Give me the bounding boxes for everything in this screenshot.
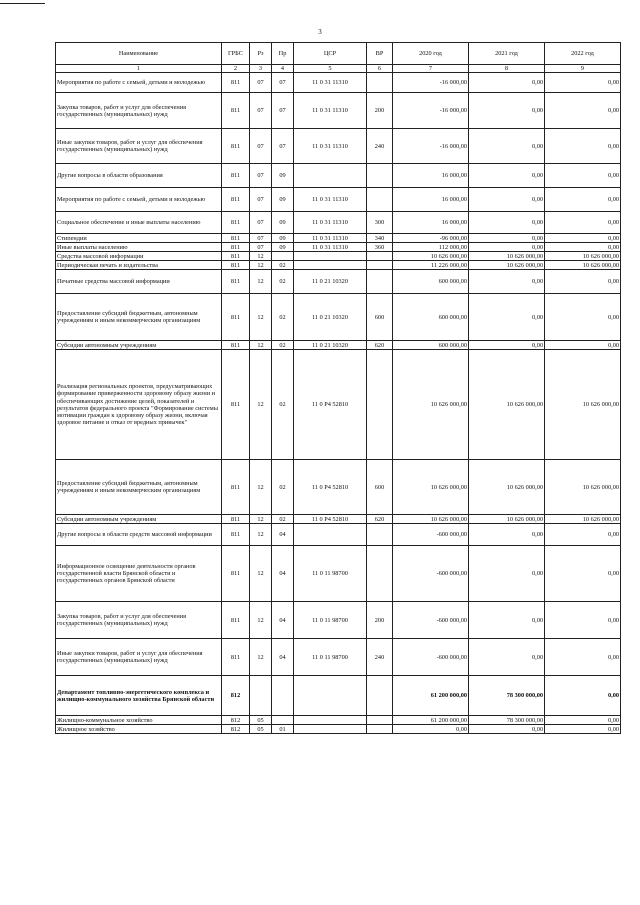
row-pr: 02 bbox=[272, 515, 294, 524]
col-number: 1 bbox=[56, 65, 222, 73]
table-row bbox=[56, 350, 621, 460]
row-amount-2021: 0,00 bbox=[469, 639, 545, 676]
row-pr: 09 bbox=[272, 212, 294, 234]
row-amount-2020: 10 626 000,00 bbox=[393, 252, 469, 261]
col-header-2022: 2022 год bbox=[545, 43, 621, 65]
row-amount-2020: -600 000,00 bbox=[393, 602, 469, 639]
row-amount-2021: 0,00 bbox=[469, 546, 545, 602]
row-rz: 12 bbox=[250, 515, 272, 524]
row-amount-2020: 600 000,00 bbox=[393, 341, 469, 350]
row-csr: 11 0 31 11310 bbox=[294, 93, 367, 129]
row-rz: 05 bbox=[250, 716, 272, 725]
row-grbs: 812 bbox=[222, 676, 250, 716]
row-csr bbox=[294, 252, 367, 261]
row-grbs: 812 bbox=[222, 725, 250, 734]
col-number: 9 bbox=[545, 65, 621, 73]
row-amount-2021: 10 626 000,00 bbox=[469, 515, 545, 524]
row-amount-2022: 10 626 000,00 bbox=[545, 515, 621, 524]
row-csr: 11 0 31 11310 bbox=[294, 73, 367, 93]
table-row bbox=[56, 602, 621, 639]
row-csr bbox=[294, 725, 367, 734]
row-rz: 12 bbox=[250, 341, 272, 350]
row-grbs: 811 bbox=[222, 73, 250, 93]
row-amount-2022: 0,00 bbox=[545, 716, 621, 725]
row-amount-2021: 10 626 000,00 bbox=[469, 460, 545, 515]
col-number: 4 bbox=[272, 65, 294, 73]
row-amount-2021: 10 626 000,00 bbox=[469, 261, 545, 270]
row-pr: 02 bbox=[272, 350, 294, 460]
row-vr bbox=[367, 164, 393, 188]
row-grbs: 811 bbox=[222, 234, 250, 243]
row-pr: 02 bbox=[272, 294, 294, 341]
row-rz: 07 bbox=[250, 93, 272, 129]
row-amount-2020: 600 000,00 bbox=[393, 270, 469, 294]
row-name: Закупка товаров, работ и услуг для обеспечения государственных (муниципальных) нужд bbox=[56, 93, 222, 129]
row-amount-2022: 0,00 bbox=[545, 524, 621, 546]
header-row bbox=[56, 43, 621, 65]
table-row bbox=[56, 725, 621, 734]
row-pr: 02 bbox=[272, 341, 294, 350]
row-amount-2021: 0,00 bbox=[469, 73, 545, 93]
col-number: 6 bbox=[367, 65, 393, 73]
row-rz: 12 bbox=[250, 270, 272, 294]
row-amount-2020: -16 000,00 bbox=[393, 93, 469, 129]
row-grbs: 811 bbox=[222, 93, 250, 129]
row-pr bbox=[272, 676, 294, 716]
row-rz bbox=[250, 676, 272, 716]
row-name: Жилищно-коммунальное хозяйство bbox=[56, 716, 222, 725]
row-amount-2021: 78 300 000,00 bbox=[469, 676, 545, 716]
row-pr: 09 bbox=[272, 234, 294, 243]
row-vr: 620 bbox=[367, 515, 393, 524]
row-csr: 11 0 11 98700 bbox=[294, 639, 367, 676]
row-name: Иные выплаты населению bbox=[56, 243, 222, 252]
row-name: Мероприятия по работе с семьей, детьми и молодежью bbox=[56, 73, 222, 93]
row-amount-2021: 0,00 bbox=[469, 129, 545, 164]
row-vr: 340 bbox=[367, 234, 393, 243]
row-grbs: 811 bbox=[222, 524, 250, 546]
budget-table bbox=[55, 42, 621, 734]
row-vr: 620 bbox=[367, 341, 393, 350]
row-amount-2022: 0,00 bbox=[545, 164, 621, 188]
row-vr bbox=[367, 725, 393, 734]
col-header-vr: ВР bbox=[367, 43, 393, 65]
row-grbs: 811 bbox=[222, 129, 250, 164]
table-row bbox=[56, 676, 621, 716]
row-csr: 11 0 11 98700 bbox=[294, 602, 367, 639]
row-rz: 07 bbox=[250, 243, 272, 252]
page-number: 3 bbox=[318, 28, 322, 36]
row-amount-2021: 0,00 bbox=[469, 725, 545, 734]
row-pr: 07 bbox=[272, 129, 294, 164]
row-csr bbox=[294, 676, 367, 716]
row-vr bbox=[367, 524, 393, 546]
row-csr: 11 0 31 11310 bbox=[294, 129, 367, 164]
row-rz: 05 bbox=[250, 725, 272, 734]
row-vr bbox=[367, 350, 393, 460]
row-csr bbox=[294, 524, 367, 546]
row-name: Жилищное хозяйство bbox=[56, 725, 222, 734]
row-amount-2021: 78 300 000,00 bbox=[469, 716, 545, 725]
row-amount-2022: 0,00 bbox=[545, 725, 621, 734]
row-grbs: 811 bbox=[222, 350, 250, 460]
row-vr: 200 bbox=[367, 93, 393, 129]
row-amount-2021: 0,00 bbox=[469, 212, 545, 234]
row-amount-2020: -96 000,00 bbox=[393, 234, 469, 243]
row-grbs: 811 bbox=[222, 252, 250, 261]
row-csr: 11 0 P4 52810 bbox=[294, 515, 367, 524]
col-header-csr: ЦСР bbox=[294, 43, 367, 65]
column-number-row bbox=[56, 65, 621, 73]
row-amount-2020: 600 000,00 bbox=[393, 294, 469, 341]
row-amount-2020: 16 000,00 bbox=[393, 188, 469, 212]
row-pr: 04 bbox=[272, 602, 294, 639]
row-vr: 360 bbox=[367, 243, 393, 252]
row-pr: 09 bbox=[272, 188, 294, 212]
row-name: Реализация региональных проектов, предусматривающих формирование приверженности здоровому образу жизни и обеспечивающих достижение целей, показателей и результатов федерального проекта "Формирование системы мотивации граждан к здоровому образу жизни, включая здоровое питание и отказ от вредных привычек" bbox=[56, 350, 222, 460]
row-pr: 02 bbox=[272, 261, 294, 270]
row-rz: 12 bbox=[250, 350, 272, 460]
row-amount-2020: 61 200 000,00 bbox=[393, 676, 469, 716]
row-name: Печатные средства массовой информации bbox=[56, 270, 222, 294]
col-header-pr: Пр bbox=[272, 43, 294, 65]
table-row bbox=[56, 716, 621, 725]
table-row bbox=[56, 243, 621, 252]
table-row bbox=[56, 234, 621, 243]
row-amount-2021: 0,00 bbox=[469, 93, 545, 129]
row-name: Другие вопросы в области образования bbox=[56, 164, 222, 188]
row-amount-2020: 10 626 000,00 bbox=[393, 350, 469, 460]
row-name: Периодическая печать и издательства bbox=[56, 261, 222, 270]
row-grbs: 811 bbox=[222, 294, 250, 341]
table-row bbox=[56, 261, 621, 270]
col-header-name: Наименование bbox=[56, 43, 222, 65]
row-pr: 02 bbox=[272, 270, 294, 294]
row-pr: 09 bbox=[272, 243, 294, 252]
row-name: Предоставление субсидий бюджетным, автономным учреждениям и иным некоммерческим организациям bbox=[56, 294, 222, 341]
row-amount-2022: 0,00 bbox=[545, 234, 621, 243]
col-number: 2 bbox=[222, 65, 250, 73]
row-amount-2020: 0,00 bbox=[393, 725, 469, 734]
row-amount-2021: 0,00 bbox=[469, 341, 545, 350]
row-rz: 12 bbox=[250, 546, 272, 602]
row-rz: 12 bbox=[250, 460, 272, 515]
table-body bbox=[56, 73, 621, 734]
row-csr bbox=[294, 164, 367, 188]
row-pr: 01 bbox=[272, 725, 294, 734]
row-csr: 11 0 31 11310 bbox=[294, 243, 367, 252]
row-pr: 04 bbox=[272, 546, 294, 602]
row-amount-2022: 0,00 bbox=[545, 93, 621, 129]
row-vr bbox=[367, 73, 393, 93]
row-name: Информационное освещение деятельности органов государственной власти Брянской области и государственных органов Брянской области bbox=[56, 546, 222, 602]
row-amount-2020: 16 000,00 bbox=[393, 212, 469, 234]
row-vr bbox=[367, 252, 393, 261]
table-row bbox=[56, 546, 621, 602]
row-rz: 12 bbox=[250, 252, 272, 261]
row-pr: 04 bbox=[272, 524, 294, 546]
row-name: Социальное обеспечение и иные выплаты населению bbox=[56, 212, 222, 234]
row-rz: 12 bbox=[250, 602, 272, 639]
row-amount-2022: 10 626 000,00 bbox=[545, 261, 621, 270]
row-amount-2020: -16 000,00 bbox=[393, 73, 469, 93]
row-pr: 07 bbox=[272, 93, 294, 129]
row-csr: 11 0 21 10320 bbox=[294, 341, 367, 350]
row-vr: 600 bbox=[367, 460, 393, 515]
row-amount-2022: 0,00 bbox=[545, 270, 621, 294]
row-amount-2022: 10 626 000,00 bbox=[545, 350, 621, 460]
row-name: Мероприятия по работе с семьей, детьми и молодежью bbox=[56, 188, 222, 212]
row-vr: 200 bbox=[367, 602, 393, 639]
col-number: 7 bbox=[393, 65, 469, 73]
row-vr bbox=[367, 188, 393, 212]
table-row bbox=[56, 294, 621, 341]
row-amount-2021: 0,00 bbox=[469, 234, 545, 243]
row-amount-2021: 0,00 bbox=[469, 243, 545, 252]
col-header-grbs: ГРБС bbox=[222, 43, 250, 65]
col-header-2020: 2020 год bbox=[393, 43, 469, 65]
col-header-2021: 2021 год bbox=[469, 43, 545, 65]
row-csr: 11 0 31 11310 bbox=[294, 212, 367, 234]
table-row bbox=[56, 639, 621, 676]
row-amount-2022: 10 626 000,00 bbox=[545, 252, 621, 261]
row-grbs: 811 bbox=[222, 515, 250, 524]
row-pr bbox=[272, 252, 294, 261]
top-rule bbox=[0, 3, 45, 4]
row-amount-2022: 0,00 bbox=[545, 602, 621, 639]
row-name: Субсидии автономным учреждениям bbox=[56, 515, 222, 524]
row-vr: 240 bbox=[367, 639, 393, 676]
row-csr: 11 0 P4 52810 bbox=[294, 460, 367, 515]
row-name: Средства массовой информации bbox=[56, 252, 222, 261]
row-amount-2020: 10 626 000,00 bbox=[393, 515, 469, 524]
row-name: Стипендии bbox=[56, 234, 222, 243]
row-vr bbox=[367, 716, 393, 725]
col-number: 8 bbox=[469, 65, 545, 73]
row-amount-2020: -600 000,00 bbox=[393, 639, 469, 676]
row-grbs: 811 bbox=[222, 164, 250, 188]
row-amount-2021: 10 626 000,00 bbox=[469, 252, 545, 261]
row-pr: 07 bbox=[272, 73, 294, 93]
row-amount-2021: 0,00 bbox=[469, 270, 545, 294]
table-row bbox=[56, 341, 621, 350]
row-amount-2022: 0,00 bbox=[545, 129, 621, 164]
row-vr bbox=[367, 676, 393, 716]
row-amount-2022: 0,00 bbox=[545, 73, 621, 93]
row-csr bbox=[294, 716, 367, 725]
row-amount-2020: -600 000,00 bbox=[393, 546, 469, 602]
row-pr: 02 bbox=[272, 460, 294, 515]
row-amount-2021: 0,00 bbox=[469, 294, 545, 341]
row-grbs: 811 bbox=[222, 243, 250, 252]
row-vr: 240 bbox=[367, 129, 393, 164]
row-csr: 11 0 21 10320 bbox=[294, 294, 367, 341]
table-row bbox=[56, 524, 621, 546]
col-number: 5 bbox=[294, 65, 367, 73]
row-amount-2022: 10 626 000,00 bbox=[545, 460, 621, 515]
row-amount-2021: 0,00 bbox=[469, 164, 545, 188]
row-vr bbox=[367, 546, 393, 602]
row-csr: 11 0 P4 52810 bbox=[294, 350, 367, 460]
row-grbs: 811 bbox=[222, 270, 250, 294]
row-pr bbox=[272, 716, 294, 725]
row-amount-2021: 10 626 000,00 bbox=[469, 350, 545, 460]
row-amount-2021: 0,00 bbox=[469, 524, 545, 546]
table-row bbox=[56, 515, 621, 524]
row-grbs: 811 bbox=[222, 602, 250, 639]
row-amount-2021: 0,00 bbox=[469, 602, 545, 639]
row-rz: 07 bbox=[250, 164, 272, 188]
row-rz: 07 bbox=[250, 129, 272, 164]
table-row bbox=[56, 252, 621, 261]
row-amount-2021: 0,00 bbox=[469, 188, 545, 212]
table-row bbox=[56, 212, 621, 234]
row-csr: 11 0 31 11310 bbox=[294, 234, 367, 243]
table-row bbox=[56, 93, 621, 129]
row-amount-2020: -16 000,00 bbox=[393, 129, 469, 164]
row-amount-2022: 0,00 bbox=[545, 546, 621, 602]
row-grbs: 811 bbox=[222, 212, 250, 234]
row-amount-2020: 61 200 000,00 bbox=[393, 716, 469, 725]
row-grbs: 811 bbox=[222, 460, 250, 515]
row-amount-2022: 0,00 bbox=[545, 294, 621, 341]
row-vr: 600 bbox=[367, 294, 393, 341]
row-pr: 04 bbox=[272, 639, 294, 676]
row-amount-2020: 11 226 000,00 bbox=[393, 261, 469, 270]
table-row bbox=[56, 164, 621, 188]
row-name: Другие вопросы в области средств массовой информации bbox=[56, 524, 222, 546]
table-row bbox=[56, 270, 621, 294]
row-amount-2022: 0,00 bbox=[545, 639, 621, 676]
row-csr: 11 0 21 10320 bbox=[294, 270, 367, 294]
col-header-rz: Рз bbox=[250, 43, 272, 65]
table-row bbox=[56, 188, 621, 212]
row-name: Департамент топливно-энергетического комплекса и жилищно-коммунального хозяйства Брянской области bbox=[56, 676, 222, 716]
row-amount-2022: 0,00 bbox=[545, 341, 621, 350]
row-name: Субсидии автономным учреждениям bbox=[56, 341, 222, 350]
row-pr: 09 bbox=[272, 164, 294, 188]
row-rz: 12 bbox=[250, 261, 272, 270]
row-rz: 12 bbox=[250, 294, 272, 341]
row-name: Иные закупки товаров, работ и услуг для обеспечения государственных (муниципальных) нужд bbox=[56, 129, 222, 164]
row-amount-2020: 10 626 000,00 bbox=[393, 460, 469, 515]
row-grbs: 811 bbox=[222, 639, 250, 676]
row-name: Предоставление субсидий бюджетным, автономным учреждениям и иным некоммерческим организациям bbox=[56, 460, 222, 515]
row-name: Закупка товаров, работ и услуг для обеспечения государственных (муниципальных) нужд bbox=[56, 602, 222, 639]
table-row bbox=[56, 460, 621, 515]
row-rz: 12 bbox=[250, 639, 272, 676]
row-grbs: 811 bbox=[222, 341, 250, 350]
row-grbs: 812 bbox=[222, 716, 250, 725]
row-vr: 300 bbox=[367, 212, 393, 234]
row-grbs: 811 bbox=[222, 546, 250, 602]
row-vr bbox=[367, 270, 393, 294]
row-grbs: 811 bbox=[222, 188, 250, 212]
col-number: 3 bbox=[250, 65, 272, 73]
row-amount-2020: 16 000,00 bbox=[393, 164, 469, 188]
row-rz: 12 bbox=[250, 524, 272, 546]
row-rz: 07 bbox=[250, 234, 272, 243]
row-amount-2020: 112 000,00 bbox=[393, 243, 469, 252]
row-rz: 07 bbox=[250, 73, 272, 93]
row-amount-2020: -600 000,00 bbox=[393, 524, 469, 546]
row-csr bbox=[294, 261, 367, 270]
row-csr: 11 0 31 11310 bbox=[294, 188, 367, 212]
row-vr bbox=[367, 261, 393, 270]
table-row bbox=[56, 129, 621, 164]
row-amount-2022: 0,00 bbox=[545, 676, 621, 716]
row-grbs: 811 bbox=[222, 261, 250, 270]
row-rz: 07 bbox=[250, 212, 272, 234]
row-amount-2022: 0,00 bbox=[545, 188, 621, 212]
row-rz: 07 bbox=[250, 188, 272, 212]
row-amount-2022: 0,00 bbox=[545, 243, 621, 252]
row-name: Иные закупки товаров, работ и услуг для обеспечения государственных (муниципальных) нужд bbox=[56, 639, 222, 676]
table-row bbox=[56, 73, 621, 93]
row-amount-2022: 0,00 bbox=[545, 212, 621, 234]
row-csr: 11 0 11 98700 bbox=[294, 546, 367, 602]
